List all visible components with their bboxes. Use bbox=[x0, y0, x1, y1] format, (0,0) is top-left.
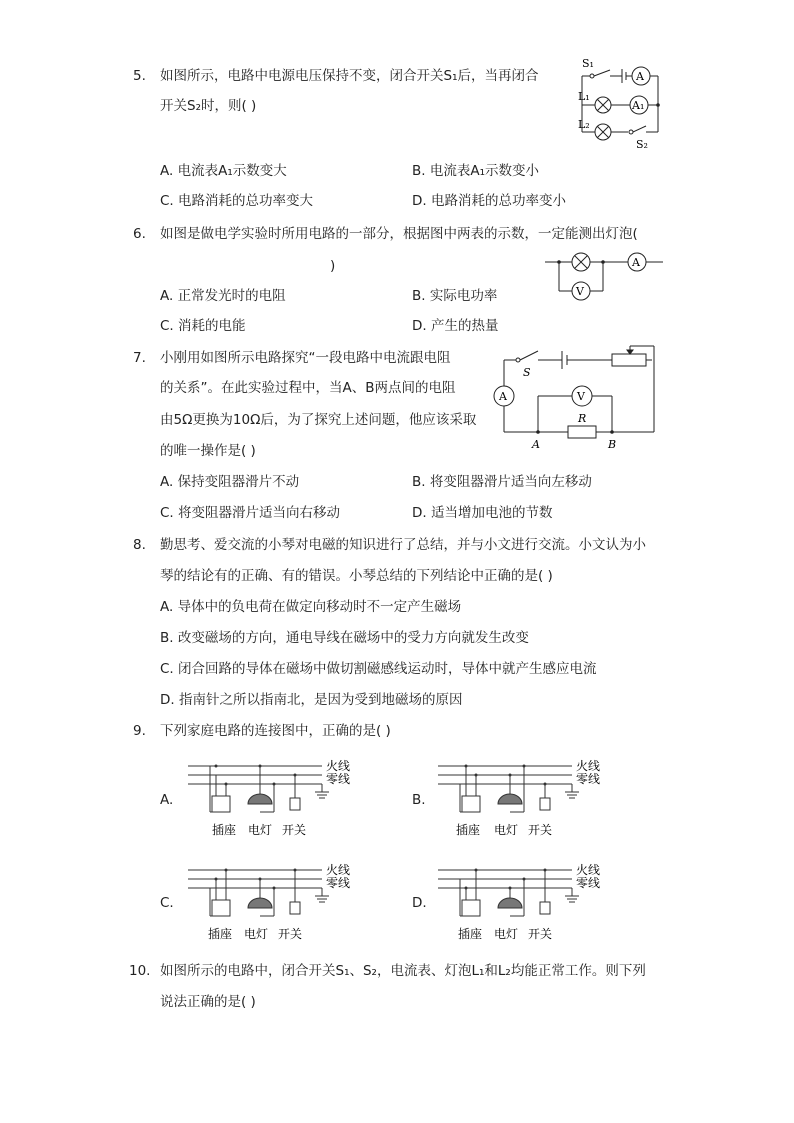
q9c-switch-label: 开关 bbox=[278, 927, 303, 941]
q9-option-a-label[interactable]: A. bbox=[160, 792, 174, 808]
q9-option-c-label[interactable]: C. bbox=[160, 895, 174, 911]
q9d-live-label: 火线 bbox=[576, 863, 601, 877]
q7-option-b[interactable]: B. 将变阻器滑片适当向左移动 bbox=[412, 474, 592, 490]
q9a-lamp-label: 电灯 bbox=[248, 823, 273, 837]
q9-number: 9. bbox=[133, 723, 146, 739]
q5-fig-a1: A₁ bbox=[632, 99, 645, 112]
q10-stem-line2: 说法正确的是( ) bbox=[160, 994, 256, 1010]
q9-option-d-label[interactable]: D. bbox=[412, 895, 427, 911]
q6-stem-line1: 如图是做电学实验时所用电路的一部分，根据图中两表的示数，一定能测出灯泡( bbox=[160, 226, 638, 242]
q8-option-b[interactable]: B. 改变磁场的方向，通电导线在磁场中的受力方向就发生改变 bbox=[160, 630, 529, 646]
q9-stem-line1: 下列家庭电路的连接图中，正确的是( ) bbox=[160, 723, 391, 739]
q7-option-c[interactable]: C. 将变阻器滑片适当向右移动 bbox=[160, 505, 341, 521]
q5-fig-s2: S₂ bbox=[636, 138, 648, 151]
q7-fig-a: A bbox=[499, 390, 507, 403]
q8-stem-line1: 勤思考、爱交流的小琴对电磁的知识进行了总结，并与小文进行交流。小文认为小 bbox=[160, 537, 646, 553]
q6-stem-line2: ) bbox=[330, 258, 336, 274]
q9c-socket-label: 插座 bbox=[208, 927, 233, 941]
q5-fig-l1: L₁ bbox=[578, 90, 590, 103]
q9d-switch-label: 开关 bbox=[528, 927, 553, 941]
q6-fig-a: A bbox=[632, 256, 640, 269]
q9b-live-label: 火线 bbox=[576, 759, 601, 773]
q6-number: 6. bbox=[133, 226, 146, 242]
q9d-socket-label: 插座 bbox=[458, 927, 483, 941]
q9a-neutral-label: 零线 bbox=[326, 772, 351, 786]
q9b-lamp-label: 电灯 bbox=[494, 823, 519, 837]
q7-number: 7. bbox=[133, 350, 146, 366]
q8-option-a[interactable]: A. 导体中的负电荷在做定向移动时不一定产生磁场 bbox=[160, 599, 462, 615]
q5-option-d[interactable]: D. 电路消耗的总功率变小 bbox=[412, 193, 566, 209]
q5-number: 5. bbox=[133, 68, 146, 84]
q8-option-c[interactable]: C. 闭合回路的导体在磁场中做切割磁感线运动时，导体中就产生感应电流 bbox=[160, 661, 597, 677]
q7-stem-line4: 的唯一操作是( ) bbox=[160, 443, 256, 459]
q5-option-a[interactable]: A. 电流表A₁示数变大 bbox=[160, 163, 287, 179]
q9c-live-label: 火线 bbox=[326, 863, 351, 877]
q9b-neutral-label: 零线 bbox=[576, 772, 601, 786]
q8-stem-line2: 琴的结论有的正确、有的错误。小琴总结的下列结论中正确的是( ) bbox=[160, 568, 553, 584]
q9a-switch-label: 开关 bbox=[282, 823, 307, 837]
q5-circuit-figure bbox=[570, 58, 670, 154]
q6-fig-v: V bbox=[576, 285, 584, 298]
q5-stem-line1: 如图所示，电路中电源电压保持不变，闭合开关S₁后，当再闭合 bbox=[160, 68, 539, 84]
q9b-socket-label: 插座 bbox=[456, 823, 481, 837]
q7-circuit-figure bbox=[488, 338, 668, 458]
q5-fig-s1: S₁ bbox=[582, 57, 594, 70]
q5-fig-a: A bbox=[636, 70, 644, 83]
q7-fig-point-a: A bbox=[532, 438, 540, 451]
q7-option-a[interactable]: A. 保持变阻器滑片不动 bbox=[160, 474, 300, 490]
q6-option-a[interactable]: A. 正常发光时的电阻 bbox=[160, 288, 286, 304]
q7-fig-point-b: B bbox=[608, 438, 617, 451]
q9-diagram-c[interactable] bbox=[182, 860, 362, 946]
q9-diagram-d[interactable] bbox=[432, 860, 612, 946]
q7-option-d[interactable]: D. 适当增加电池的节数 bbox=[412, 505, 553, 521]
q7-fig-r: R bbox=[578, 412, 587, 425]
q8-option-d[interactable]: D. 指南针之所以指南北，是因为受到地磁场的原因 bbox=[160, 692, 463, 708]
q9d-lamp-label: 电灯 bbox=[494, 927, 519, 941]
q10-stem-line1: 如图所示的电路中，闭合开关S₁、S₂，电流表、灯泡L₁和L₂均能正常工作。则下列 bbox=[160, 963, 646, 979]
q5-stem-line2: 开关S₂时，则( ) bbox=[160, 98, 257, 114]
q7-stem-line2: 的关系”。在此实验过程中，当A、B两点间的电阻 bbox=[160, 380, 456, 396]
q9-diagram-a[interactable] bbox=[182, 756, 362, 842]
q7-stem-line1: 小刚用如图所示电路探究“一段电路中电流跟电阻 bbox=[160, 350, 451, 366]
q9b-switch-label: 开关 bbox=[528, 823, 553, 837]
q5-option-c[interactable]: C. 电路消耗的总功率变大 bbox=[160, 193, 314, 209]
q7-stem-line3: 由5Ω更换为10Ω后，为了探究上述问题，他应该采取 bbox=[160, 412, 477, 428]
q7-fig-v: V bbox=[577, 390, 585, 403]
q6-option-b[interactable]: B. 实际电功率 bbox=[412, 288, 498, 304]
q9-diagram-b[interactable] bbox=[432, 756, 612, 842]
q7-fig-s: S bbox=[523, 366, 531, 379]
q5-fig-l2: L₂ bbox=[578, 118, 590, 131]
q9c-neutral-label: 零线 bbox=[326, 876, 351, 890]
q10-number: 10. bbox=[129, 963, 151, 979]
q6-circuit-figure bbox=[545, 248, 665, 304]
q9-option-b-label[interactable]: B. bbox=[412, 792, 426, 808]
q8-number: 8. bbox=[133, 537, 146, 553]
q9a-socket-label: 插座 bbox=[212, 823, 237, 837]
q9c-lamp-label: 电灯 bbox=[244, 927, 269, 941]
q6-option-c[interactable]: C. 消耗的电能 bbox=[160, 318, 246, 334]
q9d-neutral-label: 零线 bbox=[576, 876, 601, 890]
q9a-live-label: 火线 bbox=[326, 759, 351, 773]
q6-option-d[interactable]: D. 产生的热量 bbox=[412, 318, 499, 334]
q5-option-b[interactable]: B. 电流表A₁示数变小 bbox=[412, 163, 539, 179]
